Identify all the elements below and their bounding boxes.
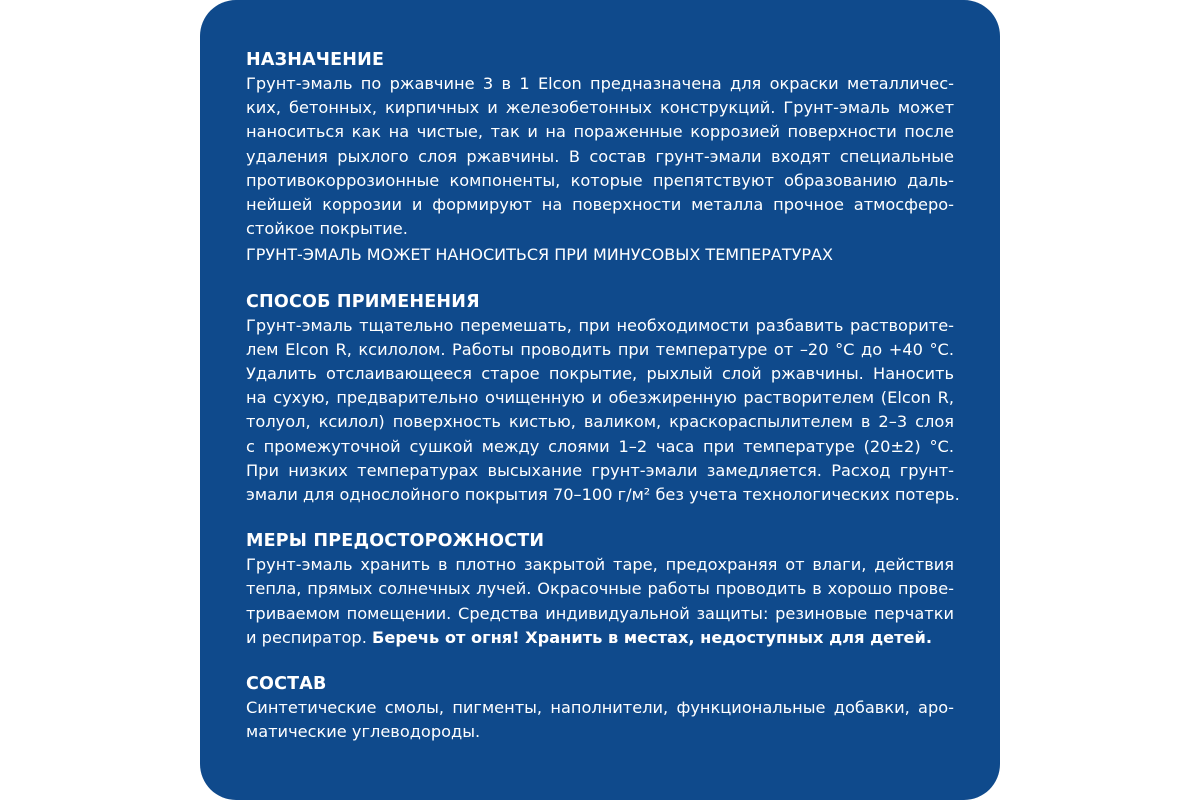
text-line: стойкое покрытие. — [246, 219, 408, 239]
section-body — [246, 72, 954, 268]
text-line: Грунт-эмаль тщательно перемешать, при необходимости разбавить растворите- — [246, 315, 954, 335]
section-heading: СОСТАВ — [246, 674, 327, 695]
section-body — [246, 696, 954, 744]
section-purpose — [246, 48, 954, 268]
section-application — [246, 290, 960, 508]
text-line: с промежуточной сушкой между слоями 1–2 часа при температуре (20±2) °С. — [246, 436, 954, 456]
emphasis-line: ГРУНТ-ЭМАЛЬ МОЖЕТ НАНОСИТЬСЯ ПРИ МИНУСОВЫХ ТЕМПЕРАТУРАХ — [246, 245, 833, 265]
text-line: ких, бетонных, кирпичных и железобетонных конструкций. Грунт-эмаль может — [246, 98, 954, 118]
text-line: наноситься как на чистые, так и на пораженные коррозией поверхности после — [246, 122, 954, 142]
section-heading: НАЗНАЧЕНИЕ — [246, 50, 385, 70]
text-line: толуол, ксилол) поверхность кистью, валиком, краскораспылителем в 2–3 слоя — [246, 412, 954, 432]
text-line: эмали для однослойного покрытия 70–100 г/м² без учета технологических потерь. — [246, 485, 960, 505]
section-precautions — [246, 529, 954, 650]
warning-text: Беречь от огня! Хранить в местах, недоступных для детей. — [372, 627, 933, 647]
text-line: Синтетические смолы, пигменты, наполнители, функциональные добавки, аро- — [246, 698, 954, 718]
section-composition — [246, 672, 954, 744]
text-line: лем Elcon R, ксилолом. Работы проводить при температуре от –20 °С до +40 °С. — [246, 339, 954, 359]
text-line: матические углеводороды. — [246, 722, 481, 742]
text-line: Грунт-эмаль по ржавчине 3 в 1 Elcon предназначена для окраски металличес- — [246, 74, 954, 93]
text-line: на сухую, предварительно очищенную и обезжиренную растворителем (Elcon R, — [246, 388, 954, 408]
text-line — [246, 626, 954, 650]
text-line: тепла, прямых солнечных лучей. Окрасочные работы проводить в хорошо прове- — [246, 579, 954, 599]
text-line: противокоррозионные компоненты, которые препятствуют образованию даль- — [246, 170, 954, 190]
text-line: При низких температурах высыхание грунт-эмали замедляется. Расход грунт- — [246, 460, 954, 480]
info-card — [200, 0, 1000, 800]
text-line: нейшей коррозии и формируют на поверхности металла прочное атмосферо- — [246, 195, 954, 215]
text-line: Грунт-эмаль хранить в плотно закрытой таре, предохраняя от влаги, действия — [246, 555, 954, 575]
section-body — [246, 553, 954, 650]
text-line: удаления рыхлого слоя ржавчины. В состав грунт-эмали входят специальные — [246, 146, 954, 166]
text-plain: и респиратор. — [246, 627, 372, 647]
section-heading: МЕРЫ ПРЕДОСТОРОЖНОСТИ — [246, 531, 545, 552]
section-heading: СПОСОБ ПРИМЕНЕНИЯ — [246, 291, 480, 312]
text-line: триваемом помещении. Средства индивидуальной защиты: резиновые перчатки — [246, 603, 954, 623]
text-line: Удалить отслаивающееся старое покрытие, рыхлый слой ржавчины. Наносить — [246, 364, 954, 384]
section-body — [246, 314, 960, 508]
